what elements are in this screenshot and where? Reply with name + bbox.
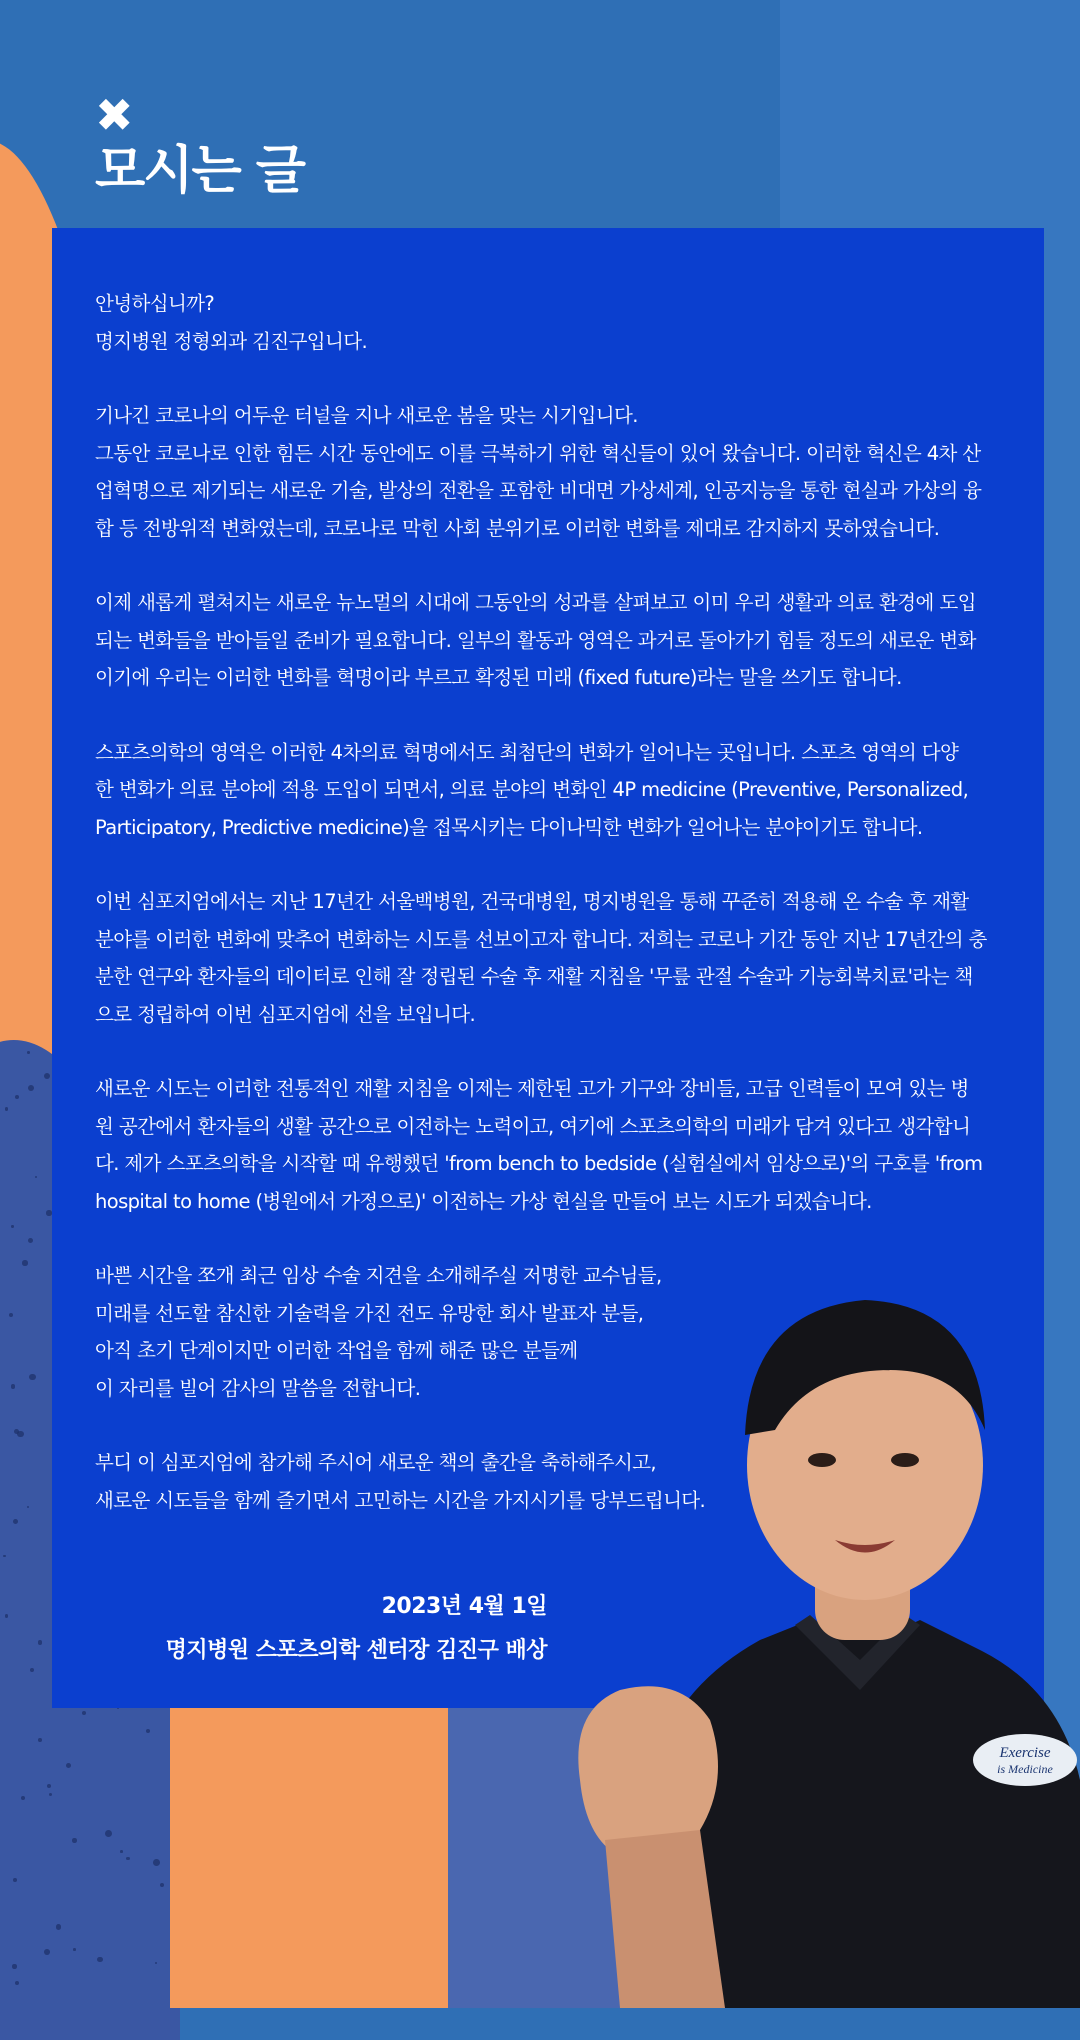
speckle-dot (13, 1519, 18, 1524)
speckle-dot (126, 1857, 129, 1860)
speckle-dot (22, 1260, 27, 1265)
speckle-dot (27, 1051, 30, 1054)
doctor-portrait (560, 1220, 1080, 2008)
speckle-dot (11, 1384, 15, 1388)
letter-line: 스포츠의학의 영역은 이러한 4차의료 혁명에서도 최첨단의 변화가 일어나는 곳입니다. 스포츠 영역의 다양 (95, 740, 959, 764)
speckle-dot (44, 1949, 50, 1955)
right-eye (891, 1453, 919, 1467)
speckle-dot (153, 1859, 160, 1866)
letter-line: 합 등 전방위적 변화였는데, 코로나로 막힌 사회 분위기로 이러한 변화를 제대로 감지하지 못하였습니다. (95, 516, 940, 540)
paragraph-new-normal (95, 584, 1005, 697)
speckle-dot (82, 1711, 86, 1715)
letter-line: 이번 심포지엄에서는 지난 17년간 서울백병원, 건국대병원, 명지병원을 통해 꾸준히 적용해 온 수술 후 재활 (95, 890, 969, 913)
speckle-dot (5, 1107, 9, 1111)
speckle-dot (21, 1796, 25, 1800)
left-eye (808, 1453, 836, 1467)
letter-line: 원 공간에서 환자들의 생활 공간으로 이전하는 노력이고, 여기에 스포츠의학의 미래가 담겨 있다고 생각합니 (95, 1114, 971, 1138)
paragraph-greeting (95, 285, 1005, 360)
letter-line: 으로 정립하여 이번 심포지엄에 선을 보입니다. (95, 1002, 476, 1026)
letter-line: 새로운 시도는 이러한 전통적인 재활 지침을 이제는 제한된 고가 기구와 장비들, 고급 인력들이 모여 있는 병 (95, 1077, 969, 1100)
letter-line: 이제 새롭게 펼쳐지는 새로운 뉴노멀의 시대에 그동안의 성과를 살펴보고 이미 우리 생활과 의료 환경에 도입 (95, 591, 976, 614)
letter-line: 미래를 선도할 참신한 기술력을 가진 전도 유망한 회사 발표자 분들, (95, 1301, 644, 1325)
speckle-dot (97, 1957, 103, 1963)
letter-line: 부디 이 심포지엄에 참가해 주시어 새로운 책의 출간을 축하해주시고, (95, 1451, 657, 1474)
paragraph-covid-innovation (95, 397, 1005, 547)
paragraph-symposium (95, 883, 1005, 1033)
letter-line: 안녕하십니까? (95, 292, 215, 315)
speckle-dot (13, 1878, 17, 1882)
letter-line: 명지병원 정형외과 김진구입니다. (95, 329, 368, 353)
speckle-dot (12, 1964, 16, 1968)
speckle-dot (160, 1883, 164, 1887)
letter-line: Participatory, Predictive medicine)을 접목시키는 다이나믹한 변화가 일어나는 분야이기도 합니다. (95, 815, 923, 839)
signature-date: 2023년 4월 1일 (381, 1594, 547, 1619)
speckle-dot (105, 1830, 112, 1837)
letter-line: 바쁜 시간을 쪼개 최근 임상 수술 지견을 소개해주실 저명한 교수님들, (95, 1264, 662, 1287)
speckle-dot (17, 1431, 24, 1438)
speckle-dot (46, 1210, 51, 1215)
letter-line: 새로운 시도들을 함께 즐기면서 고민하는 시간을 가지시기를 당부드립니다. (95, 1488, 706, 1512)
speckle-dot (146, 1729, 150, 1733)
letter-line: 그동안 코로나로 인한 힘든 시간 동안에도 이를 극복하기 위한 혁신들이 있어 왔습니다. 이러한 혁신은 4차 산 (95, 441, 981, 465)
signature-block (95, 1585, 547, 1673)
letter-line: 한 변화가 의료 분야에 적용 도입이 되면서, 의료 분야의 변화인 4P medicine (Preventive, Personalized, (95, 778, 969, 801)
cross-x-icon: ✖ (95, 88, 134, 142)
background-orange-block (170, 1660, 460, 2008)
badge-line2: is Medicine (997, 1762, 1053, 1776)
letter-line: 분야를 이러한 변화에 맞추어 변화하는 시도를 선보이고자 합니다. 저희는 코로나 기간 동안 지난 17년간의 충 (95, 927, 987, 951)
letter-line: 이기에 우리는 이러한 변화를 혁명이라 부르고 확정된 미래 (fixed future)라는 말을 쓰기도 합니다. (95, 666, 902, 689)
speckle-dot (120, 1850, 123, 1853)
letter-line: 아직 초기 단계이지만 이러한 작업을 함께 해준 많은 분들께 (95, 1339, 578, 1362)
speckle-dot (73, 1948, 76, 1951)
page-header (95, 88, 305, 201)
paragraph-hospital-to-home (95, 1070, 1005, 1220)
letter-line: 다. 제가 스포츠의학을 시작할 때 유행했던 'from bench to bedside (실험실에서 임상으로)'의 구호를 'from (95, 1152, 983, 1175)
letter-line: 이 자리를 빌어 감사의 말씀을 전합니다. (95, 1376, 421, 1400)
letter-line: 되는 변화들을 받아들일 준비가 필요합니다. 일부의 활동과 영역은 과거로 돌아가기 힘들 정도의 새로운 변화 (95, 628, 976, 652)
letter-line: 분한 연구와 환자들의 데이터로 인해 잘 정립된 수술 후 재활 지침을 '무릎 관절 수술과 기능회복치료'라는 책 (95, 965, 973, 988)
speckle-dot (72, 1838, 76, 1842)
signature-sender: 명지병원 스포츠의학 센터장 김진구 배상 (165, 1638, 547, 1663)
badge-line1: Exercise (999, 1745, 1051, 1761)
speckle-dot (29, 1374, 35, 1380)
paragraph-sports-medicine (95, 734, 1005, 847)
page-title: 모시는 글 (95, 141, 305, 201)
letter-line: 업혁명으로 제기되는 새로운 기술, 발상의 전환을 포함한 비대면 가상세계, 인공지능을 통한 현실과 가상의 융 (95, 479, 982, 502)
letter-line: hospital to home (병원에서 가정으로)' 이전하는 가상 현실을 만들어 보는 시도가 되겠습니다. (95, 1189, 872, 1213)
letter-line: 기나긴 코로나의 어두운 터널을 지나 새로운 봄을 맞는 시기입니다. (95, 404, 638, 427)
speckle-dot (11, 1225, 13, 1227)
